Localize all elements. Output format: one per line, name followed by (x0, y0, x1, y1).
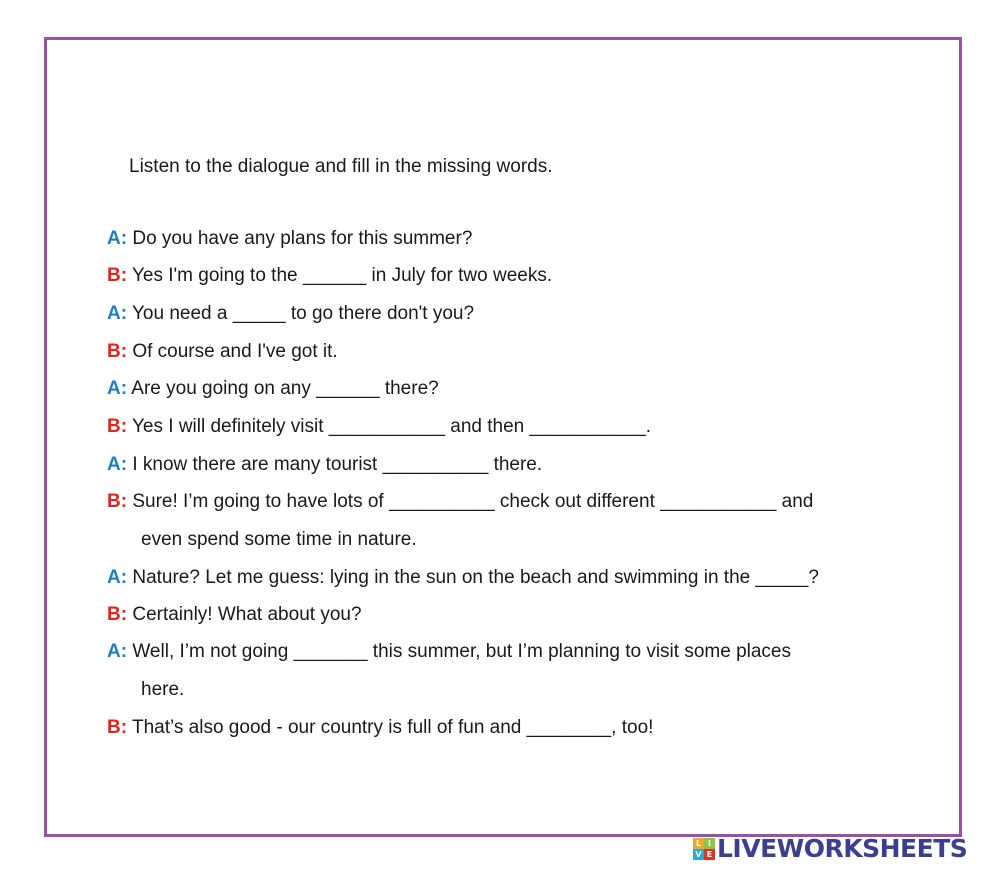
liveworksheets-logo (693, 836, 967, 862)
speaker-label: B: (107, 265, 128, 286)
dialogue-text: You need a _____ to go there don't you? (127, 303, 475, 324)
speaker-label: B: (107, 416, 128, 437)
speaker-label: B: (107, 341, 128, 362)
dialogue-text: I know there are many tourist __________ there. (127, 454, 543, 475)
speaker-label: A: (107, 567, 128, 588)
speaker-label: A: (107, 454, 128, 475)
dialogue-line (107, 227, 472, 251)
speaker-label: B: (107, 717, 128, 738)
speaker-label: A: (107, 303, 128, 324)
dialogue-line-continuation: even spend some time in nature. (141, 529, 417, 550)
dialogue-line (107, 302, 474, 326)
dialogue-text: Yes I will definitely visit ___________ and then ___________. (127, 416, 652, 437)
speaker-label: A: (107, 378, 128, 399)
dialogue-text: Well, I’m not going _______ this summer, but I’m planning to visit some places (127, 641, 791, 662)
dialogue-line (107, 453, 542, 477)
logo-mark-icon: L I V E (693, 838, 715, 860)
dialogue-line (107, 415, 651, 439)
speaker-label: A: (107, 641, 128, 662)
dialogue-text: Do you have any plans for this summer? (127, 228, 473, 249)
dialogue-line (107, 377, 439, 401)
dialogue-line-continuation: here. (141, 679, 185, 700)
dialogue-text: Certainly! What about you? (127, 604, 362, 625)
dialogue-line (107, 716, 653, 740)
dialogue-text: Yes I'm going to the ______ in July for two weeks. (127, 265, 553, 286)
dialogue-line (107, 603, 362, 627)
dialogue-line (107, 340, 338, 364)
speaker-label: B: (107, 491, 128, 512)
dialogue-line (107, 264, 552, 288)
dialogue-text: Are you going on any ______ there? (127, 378, 439, 399)
speaker-label: A: (107, 228, 128, 249)
instruction-text: Listen to the dialogue and fill in the missing words. (129, 156, 553, 177)
speaker-label: B: (107, 604, 128, 625)
logo-text: LIVEWORKSHEETS (717, 834, 968, 863)
dialogue-line (107, 566, 819, 590)
dialogue-text: Nature? Let me guess: lying in the sun on the beach and swimming in the _____? (127, 567, 819, 588)
dialogue-line (107, 490, 813, 514)
dialogue-text: That’s also good - our country is full of fun and ________, too! (127, 717, 654, 738)
dialogue-line (107, 640, 791, 664)
dialogue-text: Sure! I’m going to have lots of __________ check out different ___________ and (127, 491, 814, 512)
dialogue-text: Of course and I've got it. (127, 341, 338, 362)
